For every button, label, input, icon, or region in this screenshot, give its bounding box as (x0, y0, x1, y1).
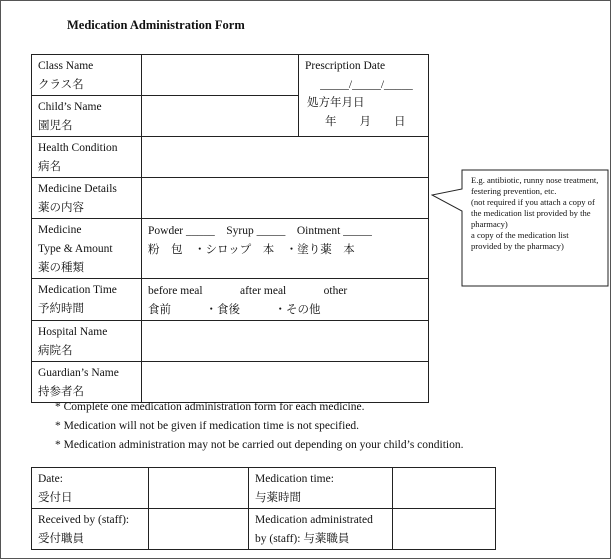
medicine-details-label: Medicine Details 薬の内容 (32, 178, 142, 219)
medication-time-staff-field[interactable] (393, 468, 496, 509)
form-title: Medication Administration Form (67, 18, 245, 32)
row-class-name (32, 55, 429, 96)
guardians-name-label: Guardian’s Name 持参者名 (32, 362, 142, 403)
staff-use-table (31, 467, 496, 550)
medication-time-options-jp: 食前 ・食後 ・その他 (148, 304, 321, 316)
medicine-type-options-en: Powder _____ Syrup _____ Ointment _____ (148, 225, 372, 237)
callout-text: E.g. antibiotic, runny nose treatment, festering prevention, etc. (not required if you attach a copy of the medication list provided by the pharmacy) a copy of the medication list provided by the pharmacy) (471, 175, 599, 251)
childs-name-label: Child’s Name 園児名 (32, 96, 142, 137)
medicine-type-field[interactable] (142, 219, 429, 279)
medication-time-staff-label: Medication time: 与薬時間 (249, 468, 393, 509)
row-hospital-name (32, 321, 429, 362)
medicine-type-label: Medicine Type & Amount 薬の種類 (32, 219, 142, 279)
medication-time-options-en: before meal after meal other (148, 285, 348, 297)
date-label: Date: 受付日 (32, 468, 149, 509)
prescription-date-cell[interactable]: Prescription Date _____/_____/_____ 処方年月日 年 月 日 (299, 55, 429, 137)
date-field[interactable] (149, 468, 249, 509)
hospital-name-label: Hospital Name 病院名 (32, 321, 142, 362)
administrated-by-field[interactable] (393, 509, 496, 550)
row-staff (32, 509, 496, 550)
administrated-by-label: Medication administrated by (staff): 与薬職員 (249, 509, 393, 550)
class-name-label: Class Name クラス名 (32, 55, 142, 96)
medication-time-field[interactable] (142, 279, 429, 321)
note-item: * Complete one medication administration form for each medicine. (55, 401, 365, 413)
row-date-time (32, 468, 496, 509)
medicine-details-callout (431, 169, 611, 289)
note-item: * Medication administration may not be carried out depending on your child’s condition. (55, 439, 464, 451)
medication-time-label: Medication Time 予約時間 (32, 279, 142, 321)
prescription-date-blank: _____/_____/_____ (320, 79, 413, 91)
row-guardians-name (32, 362, 429, 403)
form-notes (55, 398, 463, 455)
prescription-date-units: 年 月 日 (325, 116, 406, 128)
row-medication-time (32, 279, 429, 321)
row-health-condition (32, 137, 429, 178)
note-item: * Medication will not be given if medication time is not specified. (55, 420, 360, 432)
received-by-field[interactable] (149, 509, 249, 550)
medicine-details-field[interactable] (142, 178, 429, 219)
row-medicine-details (32, 178, 429, 219)
childs-name-field[interactable] (142, 96, 299, 137)
class-name-field[interactable] (142, 55, 299, 96)
row-medicine-type (32, 219, 429, 279)
guardians-name-field[interactable] (142, 362, 429, 403)
medication-info-table (31, 54, 429, 403)
medicine-type-options-jp: 粉 包 ・シロップ 本 ・塗り薬 本 (148, 244, 355, 256)
health-condition-field[interactable] (142, 137, 429, 178)
received-by-label: Received by (staff): 受付職員 (32, 509, 149, 550)
health-condition-label: Health Condition 病名 (32, 137, 142, 178)
hospital-name-field[interactable] (142, 321, 429, 362)
